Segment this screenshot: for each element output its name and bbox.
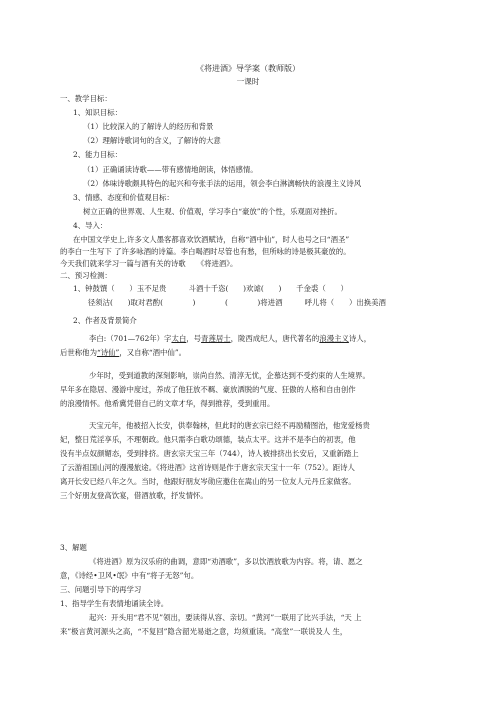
text-line: 意，《诗经•卫风•氓》中有“将子无怒”句。 [60,571,199,580]
text-span: 诗人， [348,334,372,343]
text-span: 李白:（701—762年）字 [89,334,172,343]
text-line: 了云游祖国山河的漫漫旅途。《将进酒》这首诗则是作于唐玄宗天宝十一年（752）。距诗人 [60,463,355,472]
text-line: 三个好朋友登高饮宴，借酒放歌，抒发情怀。 [60,491,208,500]
author-line [89,334,371,345]
subsection-heading: 1、知识目标： [73,108,123,117]
underlined-term: 太白 [171,334,187,343]
exercise-line: 1、钟鼓馔（ ）玉不足贵 斗酒十千恣( )欢谑( ) 千金裘（ ） [73,284,348,293]
page-subtitle: 一课时 [236,77,260,86]
text-line: 少年时，受到道教的深刻影响，崇尚自然、清淳无忧，企慕达到不受约束的人生境界。 [89,371,370,380]
text-line: 在中国文学史上,许多文人墨客都喜欢饮酒赋诗，自称“酒中仙”，时人也号之曰“酒圣” [73,235,350,244]
text-line: 今天我们就来学习一篇与酒有关的诗歌 《将进酒》。 [60,259,238,268]
text-line: （1）正确诵读诗歌——带有感情地朗读，体悟感情。 [83,165,258,174]
section-heading: 一、教学目标： [60,94,112,103]
subsection-heading: 3、解题 [60,543,87,552]
text-span: ，又自称“酒中仙”。 [119,348,186,357]
text-line: 树立正确的世界观、人生观、价值观，学习李白“豪放”的个性，乐观面对挫折。 [83,207,342,216]
text-line: 天宝元年，他被招入长安，供奉翰林，但此时的唐玄宗已经不再励精图治，他宠爱杨贵 [89,421,370,430]
text-line: 离开长安已经八年之久。当时，他跟好朋友岑勋应邀住在嵩山的另一位友人元丹丘家做客。 [60,477,356,486]
underlined-term: 青莲居士 [201,334,231,343]
text-span: 后世称他为 [60,348,97,357]
text-line: 的浪漫情怀。他希冀凭借自己的文章才华，得到推荐，受到重用。 [60,399,275,408]
exercise-line: 径须沽( )取对君酌( ) ( )将进酒 呼儿将（ ）出换美酒 [73,298,386,307]
text-line: 妃，整日荒淫享乐，不理朝政。他只需李白歌功颂德，装点太平。这并不是李白的初衷，他 [60,435,356,444]
subsection-heading: 3、情感、态度和价值观目标： [73,193,174,202]
text-line: 没有半点奴颜媚态，受到排挤。唐玄宗天宝三年（744），诗人被排挤出长安后，又重新踏上 [60,449,359,458]
text-line: （1）比较深入的了解诗人的经历和背景 [83,122,214,131]
text-line: （2）理解诗歌词句的含义，了解诗的大意 [83,136,221,145]
subsection-heading: 4、导入： [73,221,108,230]
text-span: ，陇西成纪人，唐代著名的 [230,334,320,343]
text-span: ，号 [186,334,202,343]
subsection-heading: 2、能力目标： [73,150,123,159]
underlined-term: 浪漫主义 [319,334,349,343]
subsection-heading: 2、作者及背景简介 [73,316,137,325]
author-line [60,348,186,359]
subsection-heading: 1、指导学生有表情地诵读全诗。 [60,599,169,608]
page-title: 《将进酒》导学案（教师版） [196,64,300,73]
section-heading: 二、预习检测： [60,271,112,280]
text-line: 《将进酒》原为汉乐府的曲调，意即“劝酒歌”，多以饮酒放歌为内容。将，请、愿之 [89,557,363,566]
text-line: 起兴：开头用“君不见”领出，要读得从容、亲切。“黄河”一联用了比兴手法，“天 上 [89,613,362,622]
underlined-term: “诗仙” [96,348,120,357]
section-heading: 三、问题引导下的再学习 [60,585,142,594]
text-line: （2）体味诗歌颇具特色的起兴和夸张手法的运用，领会李白淋漓畅快的浪漫主义诗风 [83,179,362,188]
text-line: 的李白一生写下 了许多咏酒的诗篇。李白喝酒时尽管也有愁，但所咏的诗是极其豪放的。 [60,247,351,256]
text-line: 来”极言黄河源头之高，“不复回”隐含韶光易逝之意，均须重读。“高堂”一联说及人 生， [60,627,348,636]
text-line: 早年多在隐居、漫游中度过，养成了他狂放不羁、豪放洒脱的气度、狂傲的人格和自由创作 [60,385,356,394]
